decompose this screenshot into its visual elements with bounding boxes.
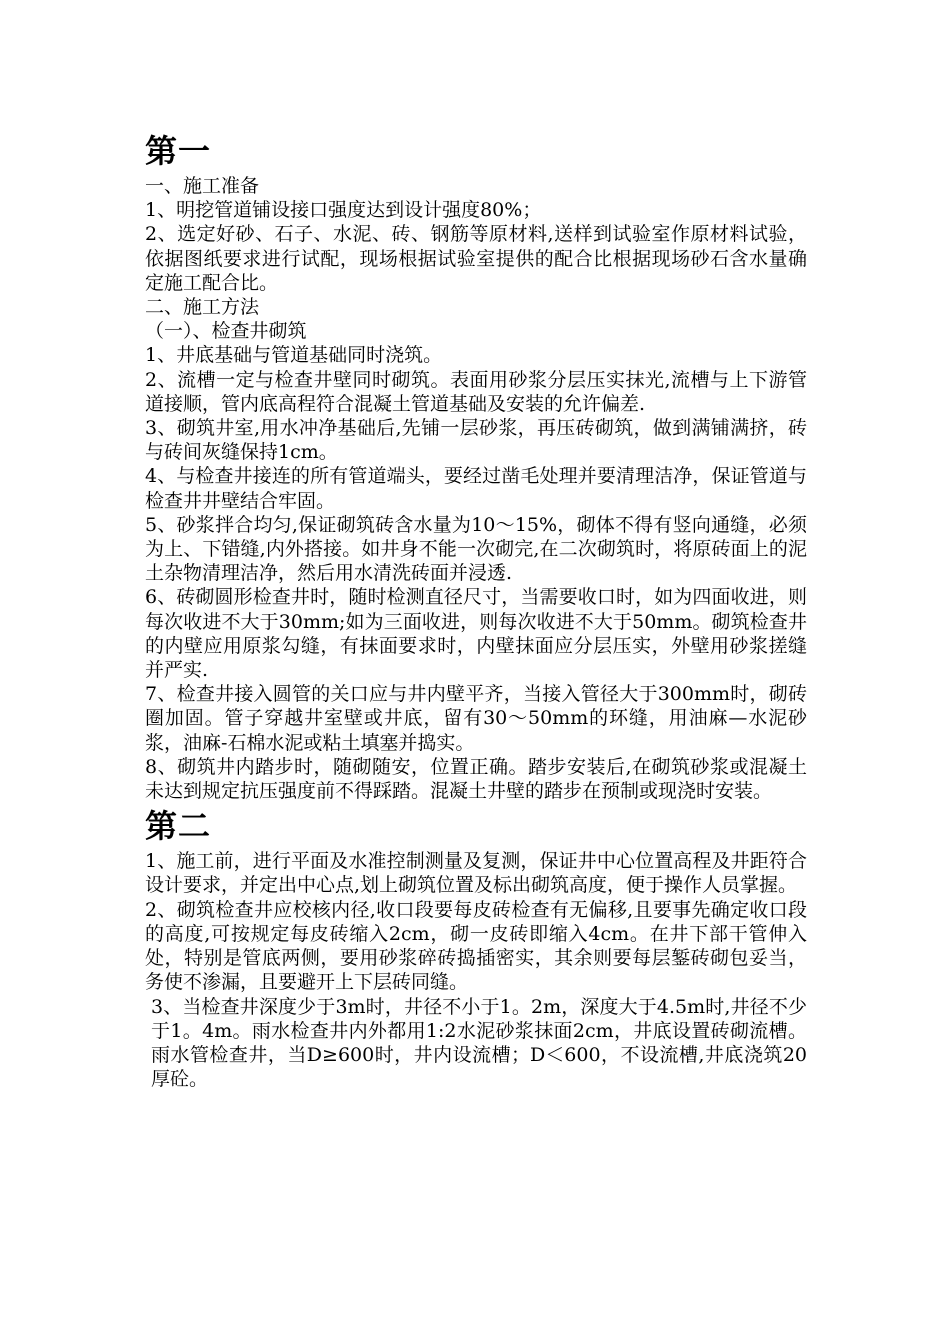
paragraph: 2、砌筑检查井应校核内径,收口段要每皮砖检查有无偏移,且要事先确定收口段的高度,可按规定每皮砖缩入2cm，砌一皮砖即缩入4cm。在井下部干管伸入处，特别是管底两侧，要用砂浆碎砖捣插密实，其余则要每层錾砖砌包妥当，务使不渗漏，且要避开上下层砖同缝。 [145,898,807,994]
section-1-heading: 第一 [145,132,212,170]
paragraph: 3、砌筑井室,用水冲净基础后,先铺一层砂浆，再压砖砌筑，做到满铺满挤，砖与砖间灰缝保持1cm。 [145,417,807,464]
paragraph: 2、流槽一定与检查井壁同时砌筑。表面用砂浆分层压实抹光,流槽与上下游管道接顺，管内底高程符合混凝土管道基础及安装的允许偏差. [145,368,807,415]
paragraph: 二、施工方法 [145,296,260,319]
paragraph: 一、施工准备 [145,175,260,197]
paragraph: 6、砖砌圆形检查井时，随时检测直径尺寸，当需要收口时，如为四面收进，则每次收进不大于30mm;如为三面收进，则每次收进不大于50mm。砌筑检查井的内壁应用原浆勾缝，有抹面要求时，内壁抹面应分层压实，外壁用砂浆搓缝并严实. [145,586,807,682]
paragraph: 7、检查井接入圆管的关口应与井内壁平齐，当接入管径大于300mm时，砌砖圈加固。管子穿越井室壁或井底，留有30～50mm的环缝，用油麻—水泥砂浆，油麻-石棉水泥或粘土填塞并捣实。 [145,683,807,754]
paragraph: 2、选定好砂、石子、水泥、砖、钢筋等原材料,送样到试验室作原材料试验，依据图纸要求进行试配，现场根据试验室提供的配合比根据现场砂石含水量确定施工配合比。 [145,223,807,294]
paragraph: 1、明挖管道铺设接口强度达到设计强度80%； [145,199,542,222]
document-page [145,128,807,1091]
paragraph: 8、砌筑井内踏步时，随砌随安，位置正确。踏步安装后,在砌筑砂浆或混凝土未达到规定抗压强度前不得踩踏。混凝土井壁的踏步在预制或现浇时安装。 [145,755,807,803]
paragraph: 4、与检查井接连的所有管道端头，要经过凿毛处理并要清理洁净，保证管道与检查井井壁结合牢固。 [145,465,807,512]
paragraph: 1、施工前，进行平面及水准控制测量及复测，保证井中心位置高程及井距符合设计要求，并定出中心点,划上砌筑位置及标出砌筑高度，便于操作人员掌握。 [145,850,807,897]
paragraph: 5、砂浆拌合均匀,保证砌筑砖含水量为10～15%，砌体不得有竖向通缝，必须为上、下错缝,内外搭接。如井身不能一次砌完,在二次砌筑时，将原砖面上的泥土杂物清理洁净，然后用水清洗砖面并浸透. [145,513,807,585]
paragraph: （一）、检查井砌筑 [145,320,307,343]
paragraph: 1、井底基础与管道基础同时浇筑。 [145,344,443,367]
paragraph: 3、当检查井深度少于3m时，井径不小于1。2m，深度大于4.5m时,井径不少于1。4m。雨水检查井内外都用1:2水泥砂浆抹面2cm，井底设置砖砌流槽。雨水管检查井，当D≥600时，井内设流槽；D＜600，不设流槽,井底浇筑20厚砼。 [151,995,807,1091]
section-2-heading: 第二 [145,807,212,846]
